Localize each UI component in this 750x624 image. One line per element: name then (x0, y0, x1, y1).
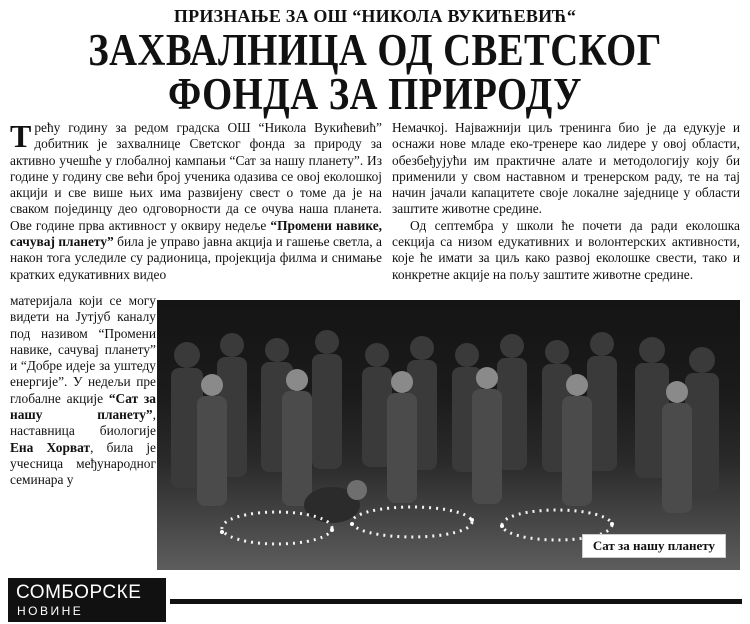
logo-main-text: СОМБОРСКЕ (16, 582, 142, 603)
footer-rule (170, 599, 742, 604)
article-column-right (392, 120, 740, 283)
article-paragraph-1: Трећу годину за редом градска ОШ “Никола Вукићевић” добитник је захвалнице Светског фонда за природу за активно учешће у глобалној кампањи “Сат за нашу планету”. Из године у годину све већи број ученика одазива се овој еколошкој акцији и све више њих има развијену свест о томе да је на сваком појединцу део одговорности да се очува наша планета. Ове године прва активност у оквиру недеље “Промени навике, сачувај планету” била је управо јавна акција и гашење светла, а након тога уследиле су радионица, пројекција филма и снимање кратких едукативних видео (10, 118, 382, 282)
article-paragraph-3: Од септембра у школи ће почети да ради еколошка секција са низом едукативних и волонтерских активности, које ће имати за циљ како развој еколошке свести, тако и конкретне акције на пољу заштите животне средине. (392, 217, 740, 282)
article-column-narrow (10, 293, 156, 571)
headline-line-2: ФОНДА ЗА ПРИРОДУ (167, 69, 583, 119)
article-column-left (10, 120, 382, 283)
article-photo (157, 300, 740, 570)
group-photo-illustration (157, 300, 740, 570)
article-headline (53, 25, 698, 119)
headline-line-1: ЗАХВАЛНИЦА ОД СВЕТСКОГ (88, 25, 662, 75)
drop-cap: Т (10, 118, 32, 154)
logo-sub-text: НОВИНЕ (17, 604, 84, 618)
article-paragraph-1-continued: материјала који се могу видети на Јутјуб каналу под називом “Промени навике, сачувај планету” и “Добре идеје за уштеду енергије”. У недељи пре глобалне акције “Сат за нашу планету”, наставница биологије Ена Хорват, била је учесница међународног семинара у (10, 293, 156, 488)
article-paragraph-2: Немачкој. Најважнији циљ тренинга био је да едукује и оснажи нове младе еко-тренере као лидере у овој области, обезбеђујући им практичне алате и методологију коју би применили у свом наставном и тренерском раду, те на тај начин јачали капацитете своје локалне заједнице у области заштите животне средине. (392, 120, 740, 217)
newspaper-logo (8, 578, 166, 622)
article-kicker: ПРИЗНАЊЕ ЗА ОШ “НИКОЛА ВУКИЋЕВИЋ“ (173, 6, 577, 26)
photo-caption: Сат за нашу планету (582, 534, 726, 558)
